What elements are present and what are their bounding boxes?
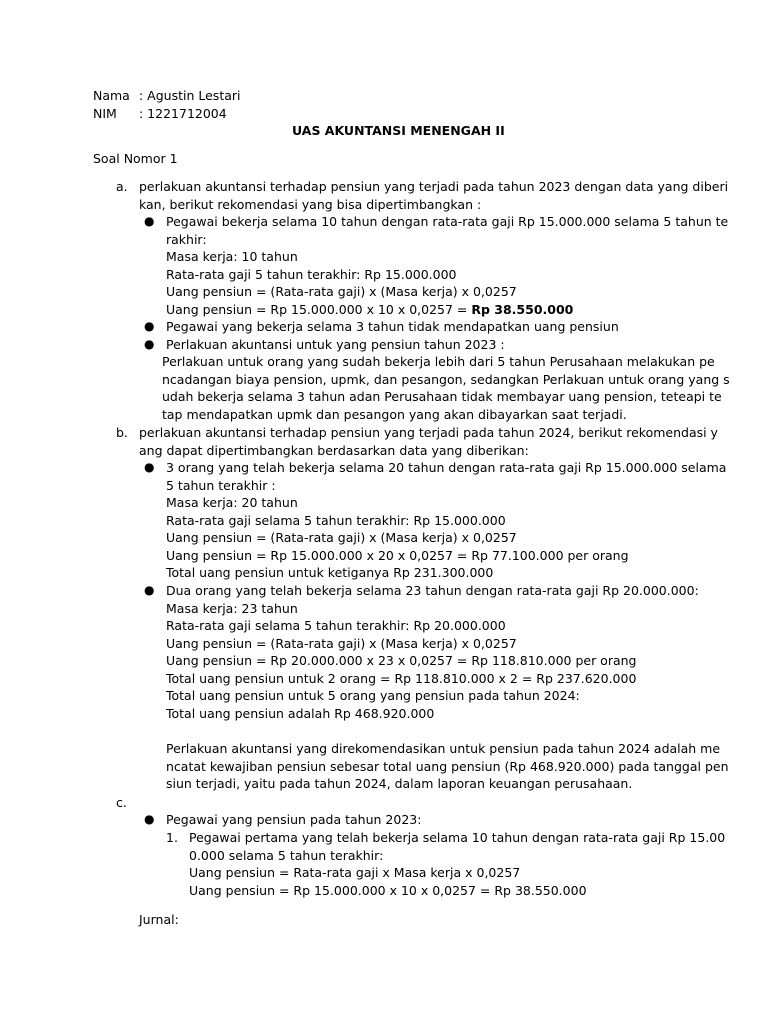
text-line: Perlakuan akuntansi yang direkomendasikan untuk pensiun pada tahun 2024 adalah me (166, 741, 721, 756)
nim-label: NIM (93, 106, 117, 121)
text-line: ncadangan biaya pension, upmk, dan pesangon, sedangkan Perlakuan untuk orang yang s (162, 371, 730, 387)
section-a-bullet-2: Pegawai yang bekerja selama 3 tahun tidak mendapatkan uang pensiun (166, 319, 619, 334)
text-line: 5 tahun terakhir : (166, 477, 276, 493)
text-line: siun terjadi, yaitu pada tahun 2024, dalam laporan keuangan perusahaan. (166, 776, 633, 791)
text-line: Uang pensiun = Rata-rata gaji x Masa kerja x 0,0257 (189, 865, 521, 880)
bullet-icon: ● (144, 337, 155, 351)
nama-value: : Agustin Lestari (139, 88, 241, 103)
text-line (166, 301, 728, 319)
text-line: tap mendapatkan upmk dan pesangon yang akan dibayarkan saat terjadi. (162, 406, 627, 422)
text-line: Perlakuan untuk orang yang sudah bekerja lebih dari 5 tahun Perusahaan melakukan pe (162, 354, 715, 369)
section-c-marker: c. (116, 795, 127, 810)
bullet-icon: ● (144, 583, 155, 597)
text-line: rakhir: (166, 231, 207, 247)
text-line: perlakuan akuntansi terhadap pensiun yang terjadi pada tahun 2023 dengan data yang diberi (139, 179, 729, 194)
text-line: Uang pensiun = Rp 20.000.000 x 23 x 0,0257 = Rp 118.810.000 per orang (166, 653, 637, 668)
text-line: Masa kerja: 20 tahun (166, 495, 298, 510)
text-line: perlakuan akuntansi terhadap pensiun yang terjadi pada tahun 2024, berikut rekomendasi y (139, 425, 718, 440)
text-line: Rata-rata gaji selama 5 tahun terakhir: Rp 20.000.000 (166, 618, 506, 633)
text-line: Masa kerja: 23 tahun (166, 600, 298, 616)
text-line: Total uang pensiun adalah Rp 468.920.000 (166, 705, 435, 721)
text-line: 0.000 selama 5 tahun terakhir: (189, 847, 384, 863)
text-line: Rata-rata gaji selama 5 tahun terakhir: Rp 15.000.000 (166, 512, 506, 528)
section-a-intro (139, 178, 728, 213)
section-b-conclusion (166, 740, 729, 793)
text-line: udah bekerja selama 3 tahun adan Perusahaan tidak membayar uang pension, teteapi te (162, 389, 722, 404)
section-b-intro (139, 424, 718, 459)
section-c-item-1 (189, 829, 725, 899)
soal-heading: Soal Nomor 1 (93, 151, 178, 166)
section-a-bullet-3-body (162, 353, 730, 423)
pension-amount: Rp 38.550.000 (471, 301, 574, 317)
text-line: kan, berikut rekomendasi yang bisa dipertimbangkan : (139, 196, 482, 212)
text-line: Masa kerja: 10 tahun (166, 249, 298, 264)
text-line: Uang pensiun = (Rata-rata gaji) x (Masa kerja) x 0,0257 (166, 530, 517, 545)
document-title: UAS AKUNTANSI MENENGAH II (292, 123, 505, 138)
bullet-icon: ● (144, 812, 155, 826)
text-line: Total uang pensiun untuk ketiganya Rp 231.300.000 (166, 565, 494, 580)
formula-text: Uang pensiun = Rp 15.000.000 x 10 x 0,0257 = (166, 301, 472, 317)
text-line: ang dapat dipertimbangkan berdasarkan data yang diberikan: (139, 442, 529, 458)
text-line: Total uang pensiun untuk 5 orang yang pensiun pada tahun 2024: (166, 688, 580, 703)
section-a-bullet-3-title: Perlakuan akuntansi untuk yang pensiun tahun 2023 : (166, 337, 505, 352)
bullet-icon: ● (144, 214, 155, 228)
section-b-marker: b. (116, 425, 128, 440)
text-line: Pegawai bekerja selama 10 tahun dengan rata-rata gaji Rp 15.000.000 selama 5 tahun te (166, 214, 729, 229)
text-line: Total uang pensiun untuk 2 orang = Rp 118.810.000 x 2 = Rp 237.620.000 (166, 670, 637, 686)
text-line: Uang pensiun = (Rata-rata gaji) x (Masa kerja) x 0,0257 (166, 635, 517, 651)
section-b-bullet-2 (166, 582, 699, 722)
text-line: Rata-rata gaji 5 tahun terakhir: Rp 15.000.000 (166, 266, 457, 282)
text-line: 3 orang yang telah bekerja selama 20 tahun dengan rata-rata gaji Rp 15.000.000 selama (166, 460, 727, 475)
bullet-icon: ● (144, 319, 155, 333)
jurnal-heading: Jurnal: (139, 912, 179, 927)
text-line: Dua orang yang telah bekerja selama 23 tahun dengan rata-rata gaji Rp 20.000.000: (166, 583, 699, 598)
numbered-marker: 1. (166, 830, 178, 845)
section-a-marker: a. (116, 179, 128, 194)
nama-label: Nama (93, 88, 130, 103)
text-line: Uang pensiun = (Rata-rata gaji) x (Masa kerja) x 0,0257 (166, 284, 517, 299)
text-line: ncatat kewajiban pensiun sebesar total uang pensiun (Rp 468.920.000) pada tanggal pen (166, 758, 729, 774)
text-line: Uang pensiun = Rp 15.000.000 x 10 x 0,0257 = Rp 38.550.000 (189, 882, 587, 898)
nim-value: : 1221712004 (139, 106, 227, 121)
section-b-bullet-1 (166, 459, 726, 582)
bullet-icon: ● (144, 460, 155, 474)
text-line: Pegawai pertama yang telah bekerja selama 10 tahun dengan rata-rata gaji Rp 15.00 (189, 830, 726, 845)
text-line: Uang pensiun = Rp 15.000.000 x 20 x 0,0257 = Rp 77.100.000 per orang (166, 547, 629, 563)
section-a-bullet-1 (166, 213, 728, 318)
section-c-bullet-1: Pegawai yang pensiun pada tahun 2023: (166, 812, 422, 827)
